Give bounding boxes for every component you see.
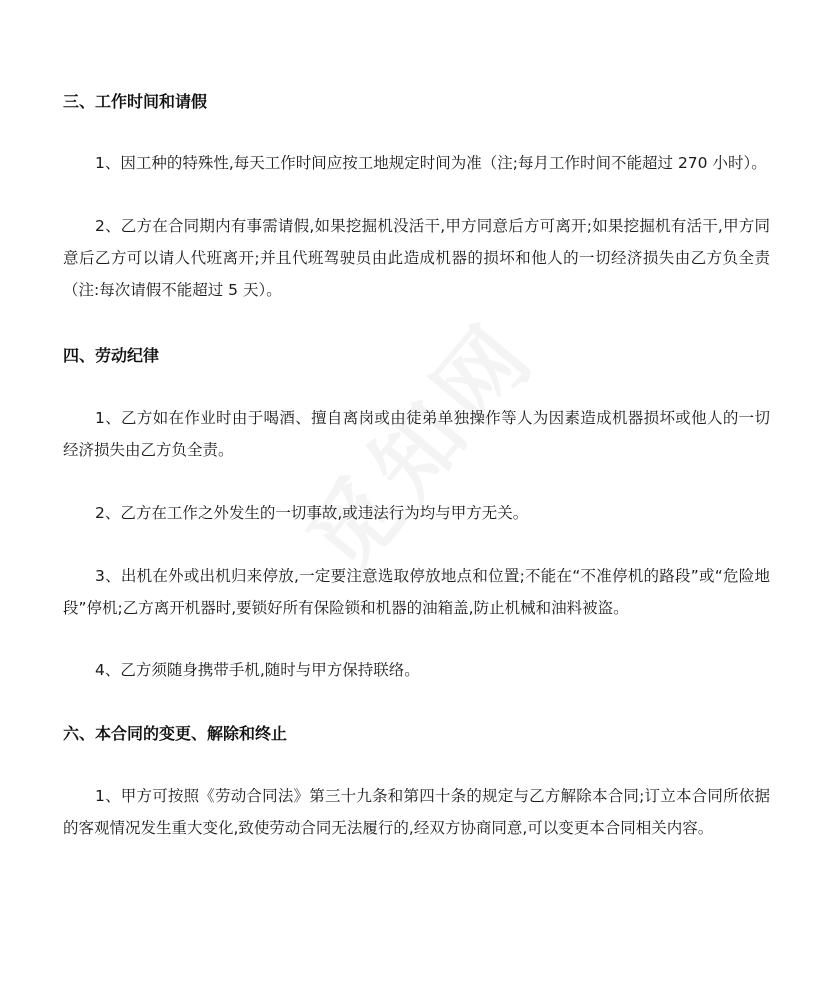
section-heading-discipline: 四、劳动纪律 — [63, 346, 160, 365]
paragraph-discipline-4: 4、乙方须随身携带手机,随时与甲方保持联络。 — [95, 661, 420, 679]
paragraph-leave-request: 2、乙方在合同期内有事需请假,如果挖掘机没活干,甲方同意后方可离开;如果挖掘机有活干,甲方同意后乙方可以请人代班离开;并且代班驾驶员由此造成机器的损坏和他人的一切经济损失由乙方负全责（注:每次请假不能超过 5 天）。 — [63, 217, 770, 299]
paragraph-contract-change-1: 1、甲方可按照《劳动合同法》第三十九条和第四十条的规定与乙方解除本合同;订立本合同所依据的客观情况发生重大变化,致使劳动合同无法履行的,经双方协商同意,可以变更本合同相关内容。 — [63, 787, 770, 837]
section-heading-contract-change: 六、本合同的变更、解除和终止 — [63, 724, 288, 743]
paragraph-discipline-3: 3、出机在外或出机归来停放,一定要注意选取停放地点和位置;不能在“不准停机的路段”或“危险地段”停机;乙方离开机器时,要锁好所有保险锁和机器的油箱盖,防止机械和油料被盗。 — [63, 567, 770, 617]
paragraph-discipline-1: 1、乙方如在作业时由于喝酒、擅自离岗或由徒弟单独操作等人为因素造成机器损坏或他人的一切经济损失由乙方负全责。 — [63, 409, 770, 459]
section-heading-work-time: 三、工作时间和请假 — [63, 92, 208, 111]
paragraph-discipline-2: 2、乙方在工作之外发生的一切事故,或违法行为均与甲方无关。 — [95, 504, 529, 522]
paragraph-work-time-1: 1、因工种的特殊性,每天工作时间应按工地规定时间为准（注;每月工作时间不能超过 270 小时）。 — [95, 154, 767, 172]
